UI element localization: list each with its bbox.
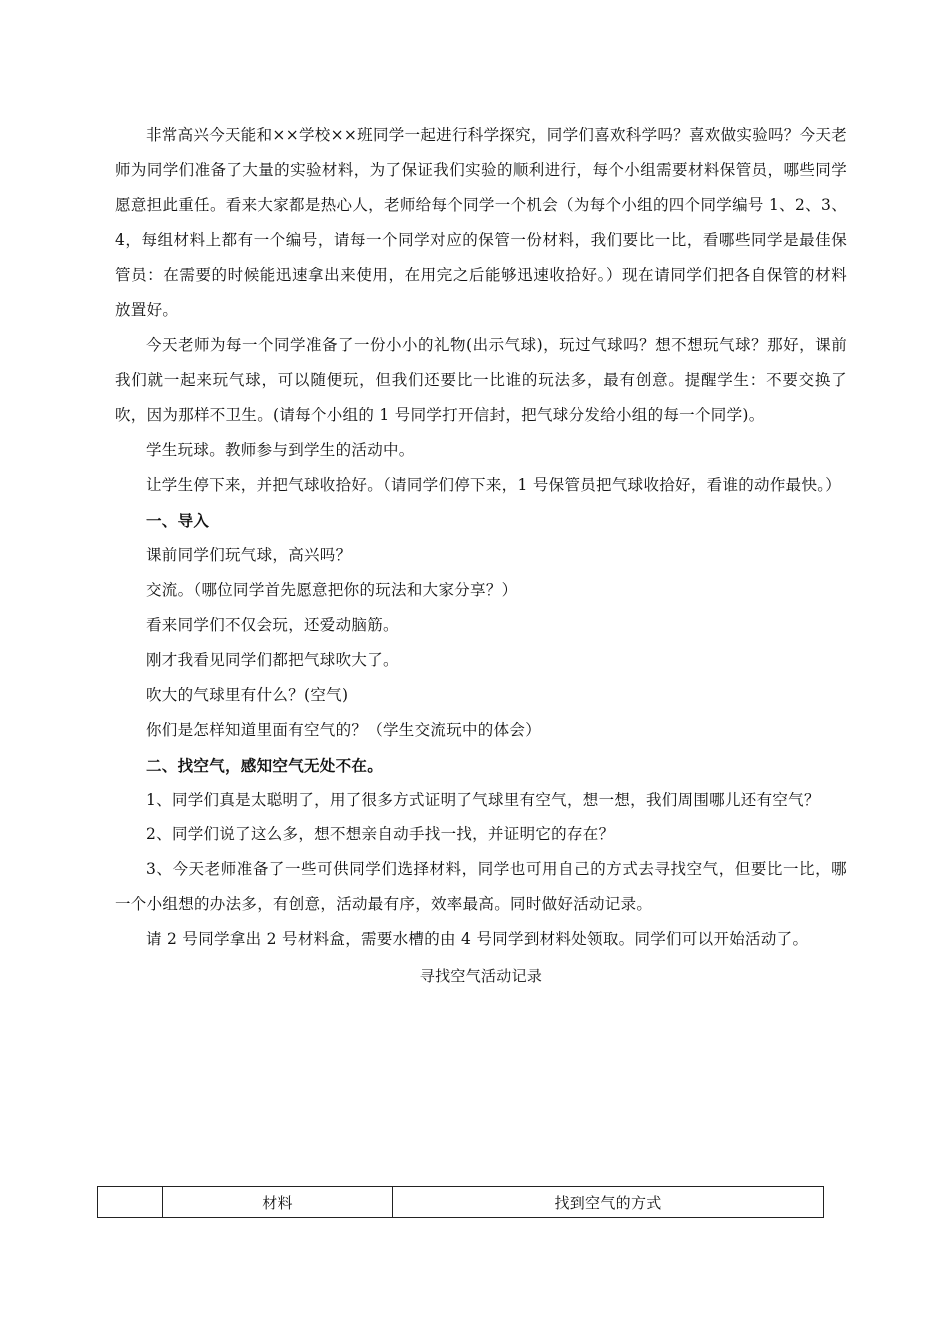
activity-record-table: [97, 1186, 824, 1218]
activity-line: 学生玩球。教师参与到学生的活动中。: [146, 441, 415, 459]
intro-paragraph: 非常高兴今天能和××学校××班同学一起进行科学探究，同学们喜欢科学吗？喜欢做实验吗？今天老师为同学们准备了大量的实验材料，为了保证我们实验的顺利进行，每个小组需要材料保管员，哪些同学愿意担此重任。看来大家都是热心人，老师给每个同学一个机会（为每个小组的四个同学编号 1、2、3、4，每组材料上都有一个编号，请每一个同学对应的保管一份材料，我们要比一比，看哪些同学是最佳保管员：在需要的时候能迅速拿出来使用，在用完之后能够迅速收拾好。）现在请同学们把各自保管的材料放置好。: [115, 126, 847, 319]
table-header-cell: 找到空气的方式: [393, 1187, 824, 1218]
section-heading-find-air: 二、找空气，感知空气无处不在。: [146, 755, 384, 775]
table-header-cell: [98, 1187, 163, 1218]
intro-line: 你们是怎样知道里面有空气的？（学生交流玩中的体会）: [146, 720, 542, 739]
stop-paragraph: 让学生停下来，并把气球收拾好。（请同学们停下来，1 号保管员把气球收拾好，看谁的动作最快。）: [146, 476, 842, 494]
table-caption: 寻找空气活动记录: [419, 967, 543, 985]
document-body: [115, 118, 847, 993]
find-air-item: 2、同学们说了这么多，想不想亲自动手找一找，并证明它的存在？: [146, 825, 615, 843]
find-air-item: 3、今天老师准备了一些可供同学们选择材料，同学也可用自己的方式去寻找空气，但要比一比，哪一个小组想的办法多，有创意，活动最有序，效率最高。同时做好活动记录。: [115, 860, 847, 913]
balloon-paragraph: 今天老师为每一个同学准备了一份小小的礼物(出示气球)，玩过气球吗？想不想玩气球？那好，课前我们就一起来玩气球，可以随便玩，但我们还要比一比谁的玩法多，最有创意。提醒学生：不要交换了吹，因为那样不卫生。(请每个小组的 1 号同学打开信封，把气球分发给小组的每一个同学)。: [115, 336, 847, 424]
find-air-item: 1、同学们真是太聪明了，用了很多方式证明了气球里有空气，想一想，我们周围哪儿还有空气？: [146, 790, 820, 809]
intro-line: 吹大的气球里有什么？(空气): [146, 685, 349, 704]
find-air-item: 请 2 号同学拿出 2 号材料盒，需要水槽的由 4 号同学到材料处领取。同学们可以开始活动了。: [146, 930, 809, 948]
section-heading-intro: 一、导入: [146, 510, 210, 530]
intro-line: 课前同学们玩气球，高兴吗？: [146, 545, 352, 564]
intro-line: 看来同学们不仅会玩，还爱动脑筋。: [146, 615, 399, 634]
table-header-row: [98, 1187, 824, 1218]
intro-line: 刚才我看见同学们都把气球吹大了。: [146, 650, 399, 669]
table-header-cell: 材料: [163, 1187, 393, 1218]
intro-line: 交流。（哪位同学首先愿意把你的玩法和大家分享？）: [146, 580, 518, 599]
